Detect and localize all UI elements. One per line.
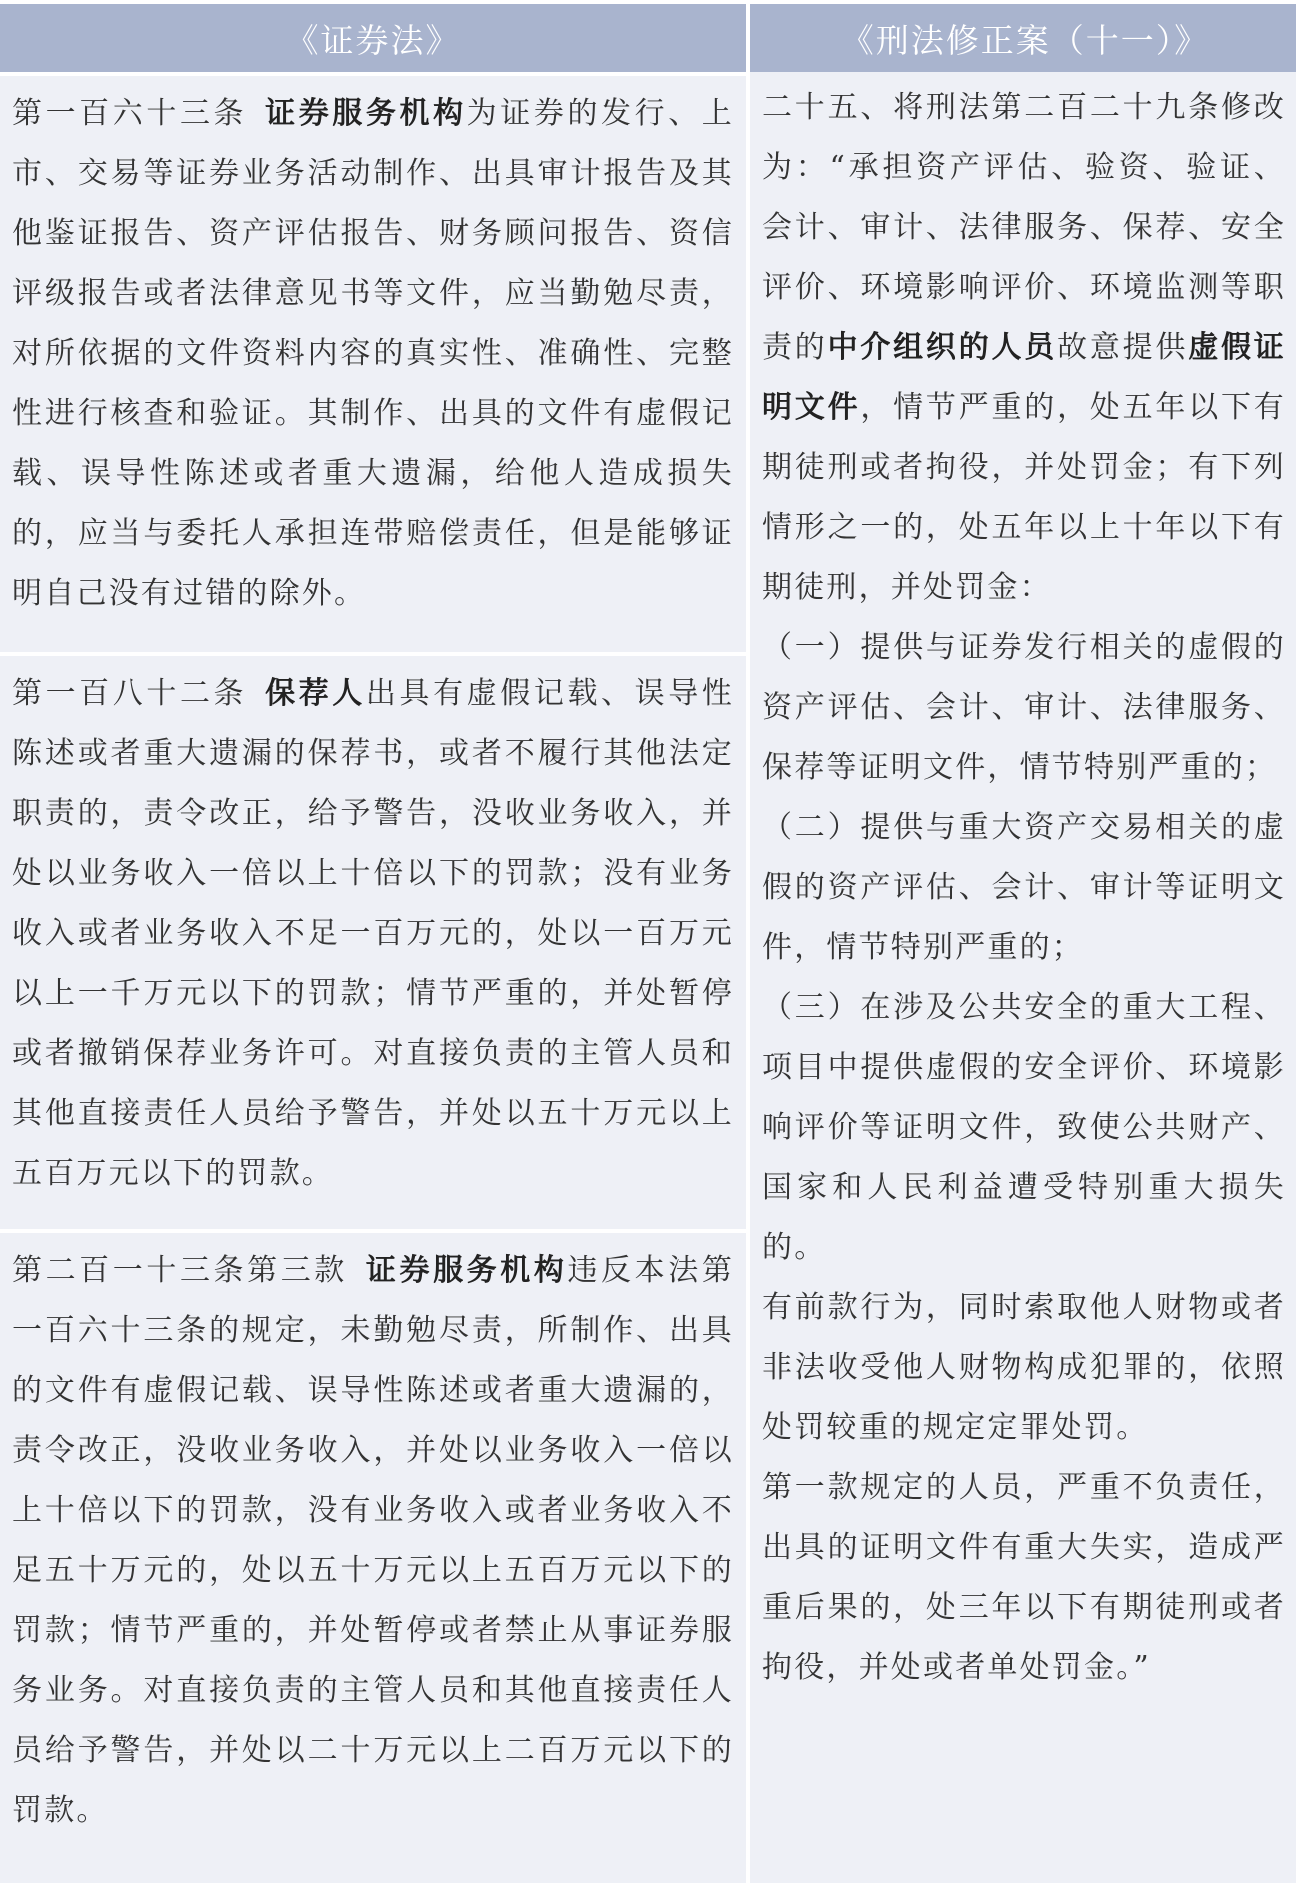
article-182-number: 第一百八十二条 — [12, 675, 248, 711]
intermediary-personnel-term: 中介组织的人员 — [827, 330, 1058, 365]
article-182-text: 出具有虚假记载、误导性陈述或者重大遗漏的保荐书，或者不履行其他法定职责的，责令改正，给予警告，没收业务收入，并处以业务收入一倍以上十倍以下的罚款；没有业务收入或者业务收入不足一百万元的，处以一百万元以上一千万元以下的罚款；情节严重的，并处暂停或者撤销保荐业务许可。对直接负责的主管人员和其他直接责任人员给予警告，并处以五十万元以上五百万元以下的罚款。 — [12, 675, 734, 1191]
criminal-law-amendment-column — [750, 72, 1296, 1883]
article-182-subject: 保荐人 — [265, 675, 366, 711]
left-column-header: 《证券法》 — [0, 0, 746, 72]
amendment-25-text-a: 二十五、将刑法第二百二十九条修改为：“承担资产评估、验资、验证、会计、审计、法律服务、保荐、安全评价、环境影响评价、环境监测等职责的 — [762, 90, 1286, 365]
amendment-paragraph-2: 有前款行为，同时索取他人财物或者非法收受他人财物构成犯罪的，依照处罚较重的规定定罪处罚。 — [762, 1290, 1286, 1445]
article-213-paragraph — [12, 1241, 734, 1841]
article-163-cell — [0, 76, 746, 652]
securities-law-column — [0, 72, 746, 1883]
article-213-text: 违反本法第一百六十三条的规定，未勤勉尽责，所制作、出具的文件有虚假记载、误导性陈述或者重大遗漏的，责令改正，没收业务收入，并处以业务收入一倍以上十倍以下的罚款，没有业务收入或者业务收入不足五十万元的，处以五十万元以上五百万元以下的罚款；情节严重的，并处暂停或者禁止从事证券服务业务。对直接负责的主管人员和其他直接责任人员给予警告，并处以二十万元以上二百万元以下的罚款。 — [12, 1253, 735, 1829]
amendment-25-text-b: 故意提供 — [1057, 330, 1189, 365]
article-213-cell — [0, 1233, 746, 1883]
article-163-number: 第一百六十三条 — [12, 96, 248, 131]
article-163-subject: 证券服务机构 — [265, 96, 467, 131]
amendment-item-2: （二）提供与重大资产交易相关的虚假的资产评估、会计、审计等证明文件，情节特别严重的； — [762, 810, 1286, 965]
amendment-item-1: （一）提供与证券发行相关的虚假的资产评估、会计、审计、法律服务、保荐等证明文件，情节特别严重的； — [762, 630, 1286, 785]
amendment-paragraph-3: 第一款规定的人员，严重不负责任，出具的证明文件有重大失实，造成严重后果的，处三年以下有期徒刑或者拘役，并处或者单处罚金。” — [762, 1470, 1286, 1685]
right-column-header: 《刑法修正案（十一）》 — [750, 0, 1296, 72]
amendment-25-paragraph — [762, 78, 1286, 618]
article-163-text: 为证券的发行、上市、交易等证券业务活动制作、出具审计报告及其他鉴证报告、资产评估报告、财务顾问报告、资信评级报告或者法律意见书等文件，应当勤勉尽责，对所依据的文件资料内容的真实性、准确性、完整性进行核查和验证。其制作、出具的文件有虚假记载、误导性陈述或者重大遗漏，给他人造成损失的，应当与委托人承担连带赔偿责任，但是能够证明自己没有过错的除外。 — [12, 96, 734, 611]
article-213-subject: 证券服务机构 — [365, 1253, 568, 1289]
article-182-paragraph — [12, 664, 734, 1204]
article-213-number: 第二百一十三条第三款 — [12, 1253, 348, 1289]
article-182-cell — [0, 656, 746, 1230]
amendment-25-text-c: ，情节严重的，处五年以下有期徒刑或者拘役，并处罚金；有下列情形之一的，处五年以上十年以下有期徒刑，并处罚金： — [762, 390, 1286, 605]
article-163-paragraph — [12, 84, 734, 624]
amendment-item-3: （三）在涉及公共安全的重大工程、项目中提供虚假的安全评价、环境影响评价等证明文件，致使公共财产、国家和人民利益遭受特别重大损失的。 — [762, 990, 1286, 1265]
false-certificate-term: 虚假证明文件 — [762, 330, 1286, 425]
